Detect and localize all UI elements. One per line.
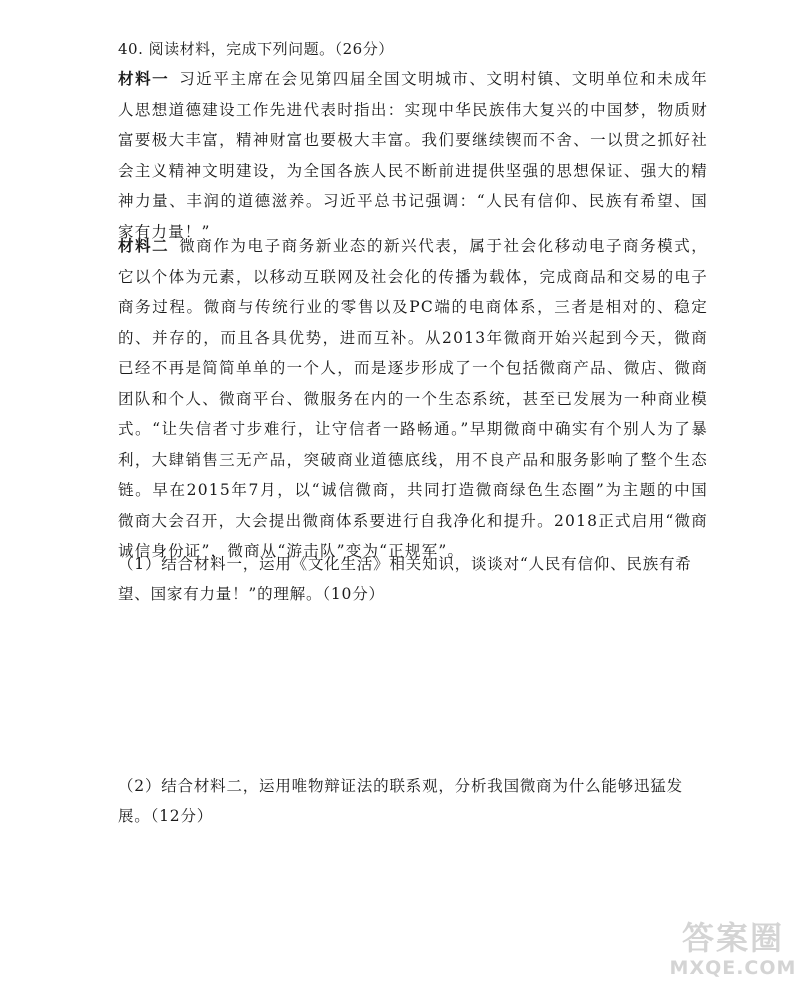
watermark-bottom-text: MXQE.COM: [669, 957, 797, 979]
material-two-label: 材料二: [118, 237, 170, 255]
question-title: 40. 阅读材料，完成下列问题。（26分）: [118, 40, 394, 58]
sub-question-1: （1）结合材料一，运用《文化生活》相关知识，谈谈对“人民有信仰、民族有希望、国家有力量！”的理解。（10分）: [118, 555, 692, 603]
material-two: [118, 231, 708, 567]
sub-question-2: （2）结合材料二，运用唯物辩证法的联系观，分析我国微商为什么能够迅猛发展。（12分）: [118, 777, 683, 825]
watermark-logo: [668, 919, 798, 991]
material-one: [118, 64, 708, 247]
material-one-label: 材料一: [118, 70, 170, 88]
material-one-text: 习近平主席在会见第四届全国文明城市、文明村镇、文明单位和未成年人思想道德建设工作先进代表时指出：实现中华民族伟大复兴的中国梦，物质财富要极大丰富，精神财富也要极大丰富。我们要继续锲而不舍、一以贯之抓好社会主义精神文明建设，为全国各族人民不断前进提供坚强的思想保证、强大的精神力量、丰润的道德滋养。习近平总书记强调：“人民有信仰、民族有希望、国家有力量！”: [118, 70, 709, 241]
watermark-top-text: 答案圈: [681, 919, 784, 957]
material-two-text: 微商作为电子商务新业态的新兴代表，属于社会化移动电子商务模式，它以个体为元素，以移动互联网及社会化的传播为载体，完成商品和交易的电子商务过程。微商与传统行业的零售以及PC端的电商体系，三者是相对的、稳定的、并存的，而且各具优势，进而互补。从2013年微商开始兴起到今天，微商已经不再是简简单单的一个人，而是逐步形成了一个包括微商产品、微店、微商团队和个人、微商平台、微服务在内的一个生态系统，甚至已发展为一种商业模式。“让失信者寸步难行，让守信者一路畅通。”早期微商中确实有个别人为了暴利，大肆销售三无产品，突破商业道德底线，用不良产品和服务影响了整个生态链。早在2015年7月，以“诚信微商，共同打造微商绿色生态圈”为主题的中国微商大会召开，大会提出微商体系要进行自我净化和提升。2018正式启用“微商诚信身份证”，微商从“游击队”变为“正规军”。: [118, 237, 709, 560]
